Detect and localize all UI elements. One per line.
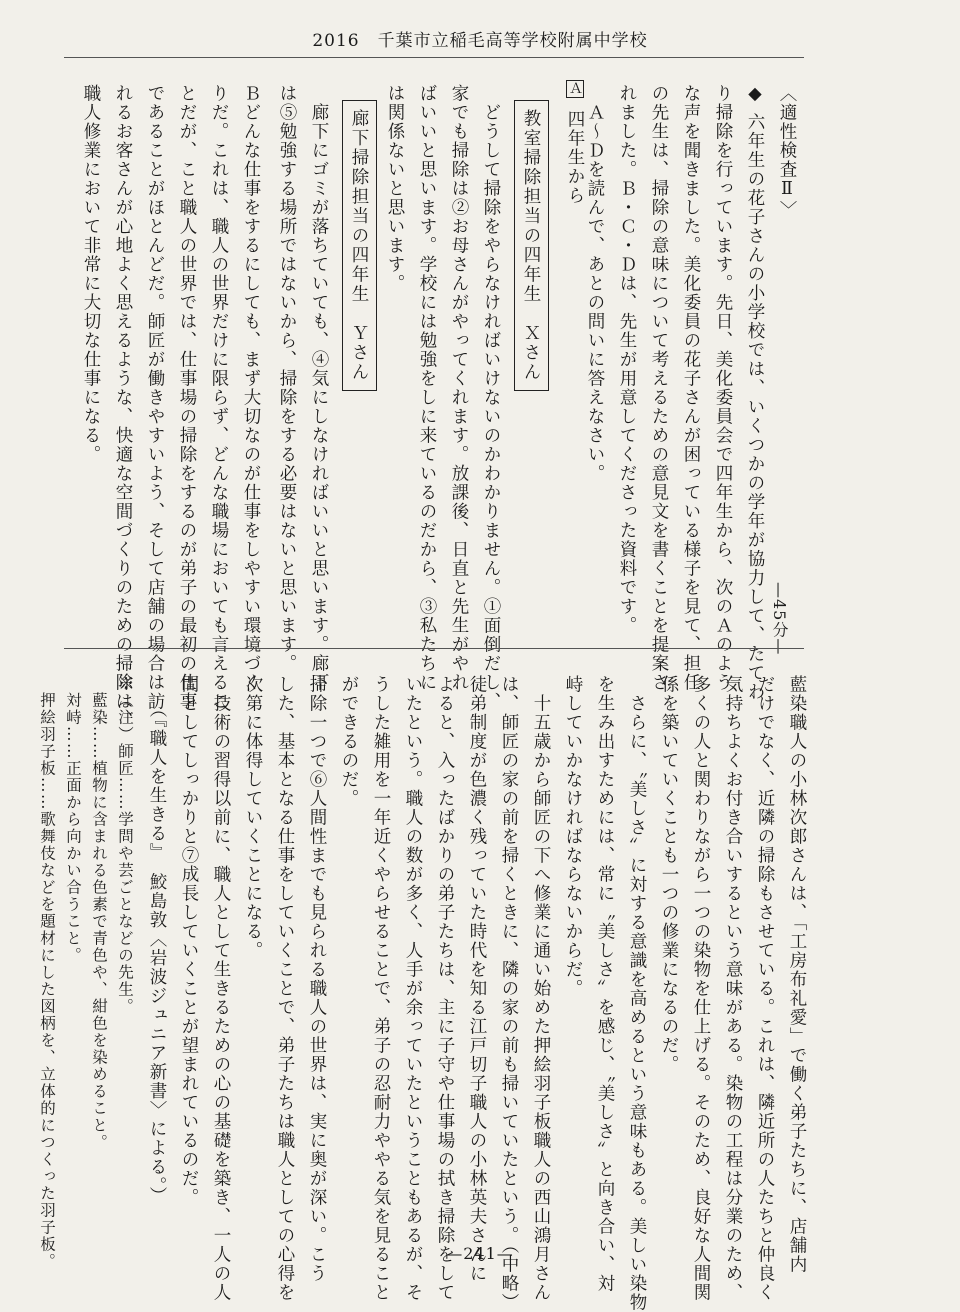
body-line: うした雑用を一年近くやらせることで、弟子の忍耐力ややる気を見ること [371, 675, 391, 1302]
body-line: ができるのだ。 [339, 675, 359, 808]
section-a-label: Ａ [567, 81, 583, 97]
body-line: 徒弟制度が色濃く残っていた時代を知る江戸切子職人の小林英夫さんに [467, 675, 487, 1283]
body-line: を生み出すためには、常に〝美しさ〟を感じ、〝美しさ〟と向き合い、対 [595, 675, 615, 1294]
body-line: 次第に体得していくことになる。 [243, 675, 263, 960]
intro-line: な声を聞きました。美化委員の花子さんが困っている様子を見て、担任 [681, 84, 701, 692]
note-line: ※（注）師匠……学問や芸ごとなどの先生。 [116, 675, 134, 1015]
section-b-line: れるお客さんが心地よく思えるような、快適な空間づくりのための掃除は、 [113, 84, 133, 730]
body-line: 十五歳から師匠の下へ修業に通い始めた押絵羽子板職人の西山鴻月さん [531, 675, 551, 1302]
section-b-line: 職人修業において非常に大切な仕事になる。 [81, 84, 101, 464]
x-line: ばいいと思います。学校には勉強をしに来ているのだから、③私たちに [417, 84, 437, 692]
body-line: よると、入ったばかりの弟子たちは、主に子守や仕事場の拭き掃除をして [435, 675, 455, 1302]
body-line: だけでなく、近隣の掃除もさせている。これは、隣近所の人たちと仲良く [755, 675, 775, 1302]
note-line: 対峙……正面から向かい合うこと。 [64, 675, 82, 964]
section-a-subtitle: 四年生から [565, 110, 585, 205]
intro-line: り掃除を行っています。先日、美化委員会で四年生から、次のＡのよう [713, 84, 733, 692]
note-line: 藍染……植物に含まれる色素で青色や、紺色を染めること。 [90, 675, 108, 1151]
y-line: 廊下にゴミが落ちていても、④気にしなければいいと思います。廊下 [309, 84, 329, 692]
body-line: 峙していかなければならないからだ。 [563, 675, 583, 998]
note-line: 押絵羽子板……歌舞伎などを題材にした図柄を、立体的につくった羽子板。 [38, 675, 56, 1270]
x-line: は関係ないと思います。 [385, 84, 405, 293]
x-line: 家でも掃除は②お母さんがやってくれます。放課後、日直と先生がやれ [449, 84, 469, 692]
header-rule [64, 57, 804, 58]
box-heading-y: 廊下掃除担当の四年生 Ｙさん [342, 100, 377, 391]
body-line: いたという。職人の数が多く、人手が余っていたということもあるが、そ [403, 675, 423, 1302]
section-b-line: りだ。これは、職人の世界だけに限らず、どんな職場においても言えるこ [209, 84, 229, 711]
exam-title: 〈適性検査Ⅱ〉 [777, 84, 797, 220]
body-line: 掃除一つで⑥人間性までも見られる職人の世界は、実に奥が深い。こう [307, 675, 327, 1283]
section-b-line: であることがほとんどだ。師匠が働きやすいよう、そして店舗の場合は訪 [145, 84, 165, 711]
body-line: した、基本となる仕事をしていくことで、弟子たちは職人としての心得を [275, 675, 295, 1302]
page-header: 2016 千葉市立稲毛高等学校附属中学校 [312, 31, 648, 51]
page-number: —241— [446, 1244, 514, 1263]
intro-line: の先生は、掃除の意味について考えるための意見文を書くことを提案さ [649, 84, 669, 692]
body-line: 技術の習得以前に、職人として生きるための心の基礎を築き、一人の人 [211, 675, 231, 1302]
section-b-line: とだが、こと職人の世界では、仕事場の掃除をするのが弟子の最初の仕事 [177, 84, 197, 711]
body-line: 気持ちよくお付き合いするという意味がある。染物の工程は分業のため、 [723, 675, 743, 1302]
time-limit: —45分— [770, 582, 789, 656]
box-heading-x: 教室掃除担当の四年生 Ｘさん [514, 100, 549, 391]
intro-line: ◆ 六年生の花子さんの小学校では、いくつかの学年が協力して、たてわ [745, 84, 765, 702]
body-line: 藍染職人の小林次郎さんは、「工房布礼愛」で働く弟子たちに、店舗内 [787, 675, 807, 1275]
body-line: 係を築いていくことも一つの修業になるのだ。 [659, 675, 679, 1074]
y-line: は⑤勉強する場所ではないから、掃除をする必要はないと思います。 [277, 84, 297, 673]
section-divider [64, 648, 804, 649]
body-line: 多くの人と関わりながら一つの染物を仕上げる。そのため、良好な人間関 [691, 675, 711, 1302]
x-line: どうして掃除をやらなければいけないのかわかりません。①面倒だし、 [481, 84, 501, 711]
body-line: 間としてしっかりと⑦成長していくことが望まれているのだ。 [179, 675, 199, 1207]
body-line: さらに、〝美しさ〟に対する意識を高めるという意味もある。美しい染物 [627, 675, 647, 1312]
intro-line: Ａ～Ｄを読んで、あとの問いに答えなさい。 [585, 84, 605, 483]
section-b-line: Ｂどんな仕事をするにしても、まず大切なのが仕事をしやすい環境づく [241, 84, 261, 692]
body-line: は、師匠の家の前を掃くときに、隣の家の前も掃いていたという。（中略） [499, 675, 519, 1312]
source-citation: （『職人を生きる』 鮫島敦〈岩波ジュニア新書〉による。） [147, 700, 167, 1206]
intro-line: れました。Ｂ・Ｃ・Ｄは、先生が用意してくださった資料です。 [617, 84, 637, 635]
